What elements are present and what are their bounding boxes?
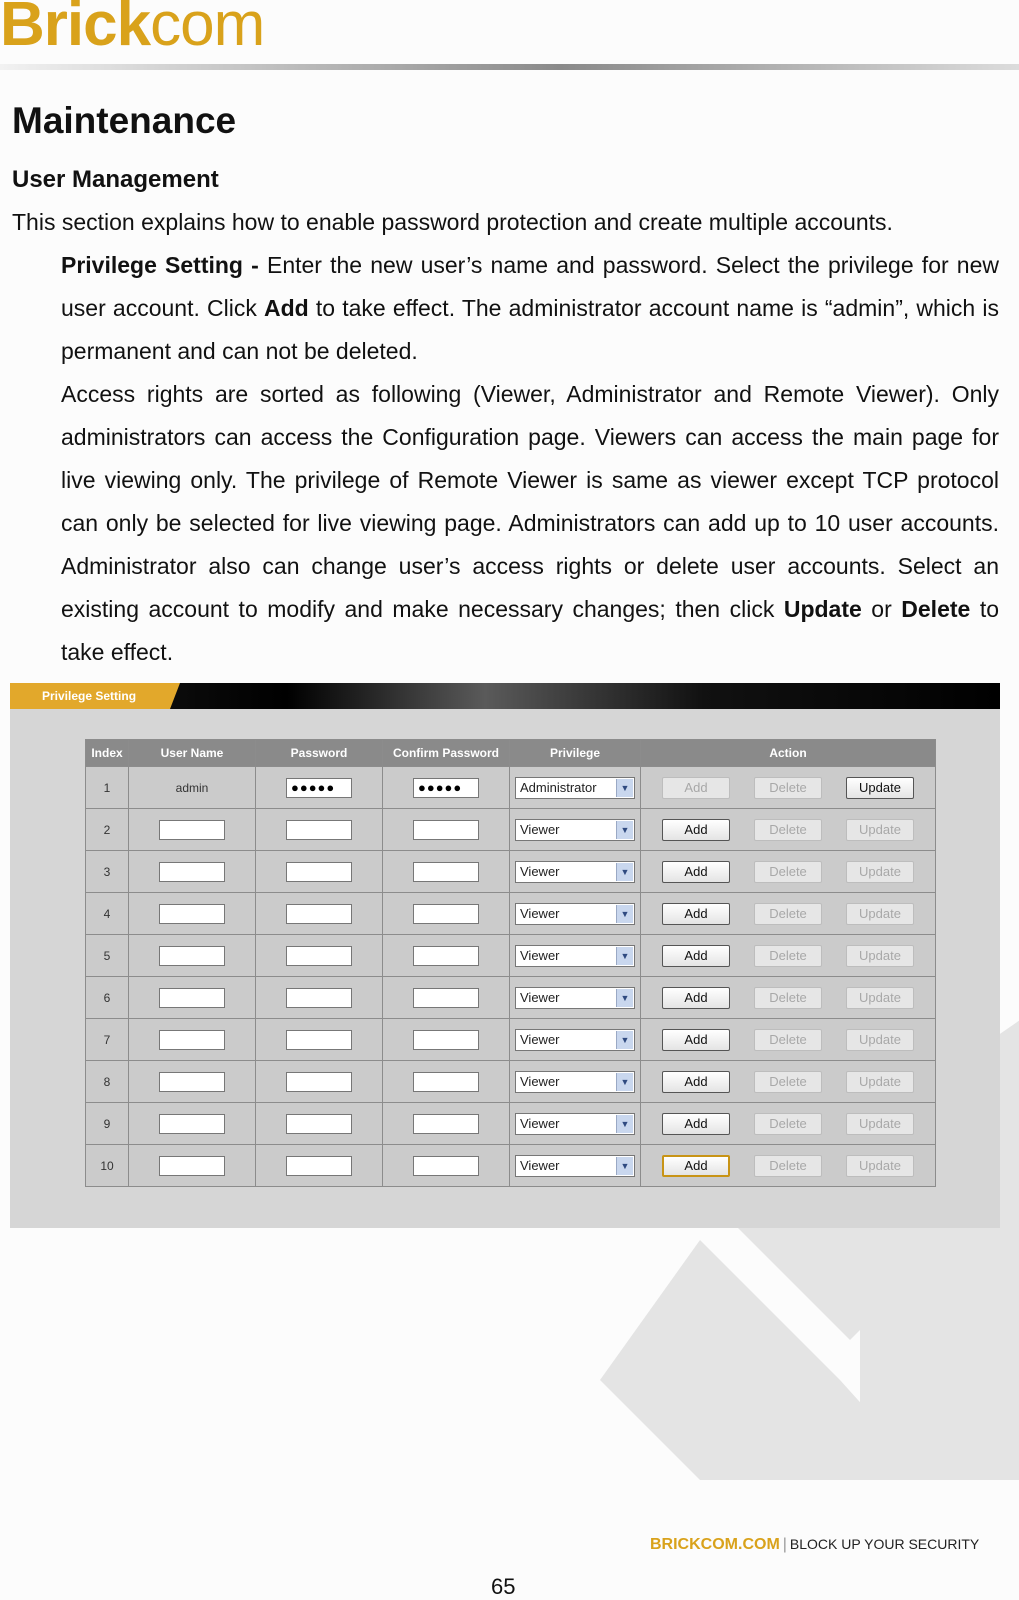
update-button[interactable]: Update xyxy=(846,945,914,967)
action-cell xyxy=(641,851,936,893)
table-row xyxy=(86,893,936,935)
update-button[interactable]: Update xyxy=(846,1029,914,1051)
password-cell xyxy=(256,977,383,1019)
update-button[interactable]: Update xyxy=(846,819,914,841)
update-button[interactable]: Update xyxy=(846,861,914,883)
add-button[interactable]: Add xyxy=(662,1029,730,1051)
row-index: 4 xyxy=(86,893,129,935)
confirm-password-cell xyxy=(383,1145,510,1187)
row-index: 3 xyxy=(86,851,129,893)
brickcom-logo xyxy=(0,0,264,60)
privilege-paragraph: Privilege Setting - Enter the new user’s name and password. Select the privilege for new user account. Click Add to take effect. The administrator account name is “admin”, which is permanent and can not be deleted. xyxy=(61,252,999,364)
user-name-cell xyxy=(129,1145,256,1187)
confirm-password-input[interactable]: ●●●●● xyxy=(413,778,479,798)
action-cell xyxy=(641,1145,936,1187)
add-button[interactable]: Add xyxy=(662,1071,730,1093)
password-cell xyxy=(256,1103,383,1145)
privilege-select[interactable] xyxy=(515,1155,635,1177)
confirm-password-input[interactable] xyxy=(413,1156,479,1176)
add-button[interactable]: Add xyxy=(662,777,730,799)
update-button[interactable]: Update xyxy=(846,903,914,925)
table-row xyxy=(86,1145,936,1187)
table-row xyxy=(86,1103,936,1145)
privilege-value: Viewer xyxy=(520,1157,560,1173)
action-cell xyxy=(641,935,936,977)
description xyxy=(61,244,999,674)
password-cell xyxy=(256,935,383,977)
password-input[interactable] xyxy=(286,1156,352,1176)
add-button[interactable]: Add xyxy=(662,903,730,925)
header-user-name: User Name xyxy=(129,740,256,767)
section-title: User Management xyxy=(12,166,219,193)
delete-button[interactable]: Delete xyxy=(754,1155,822,1177)
password-input[interactable] xyxy=(286,1114,352,1134)
privilege-value: Viewer xyxy=(520,863,560,879)
privilege-cell xyxy=(510,851,641,893)
update-button[interactable]: Update xyxy=(846,777,914,799)
password-input[interactable]: ●●●●● xyxy=(286,778,352,798)
table-row xyxy=(86,935,936,977)
password-input[interactable] xyxy=(286,904,352,924)
chevron-down-icon[interactable]: ▼ xyxy=(616,1115,633,1133)
privilege-cell xyxy=(510,1019,641,1061)
confirm-password-cell xyxy=(383,1061,510,1103)
add-button[interactable]: Add xyxy=(662,1113,730,1135)
privilege-cell xyxy=(510,767,641,809)
password-cell xyxy=(256,1145,383,1187)
user-name-input[interactable] xyxy=(159,1114,225,1134)
confirm-password-input[interactable] xyxy=(413,820,479,840)
user-name-cell xyxy=(129,767,256,809)
confirm-password-input[interactable] xyxy=(413,988,479,1008)
confirm-password-input[interactable] xyxy=(413,1114,479,1134)
privilege-value: Viewer xyxy=(520,1073,560,1089)
footer-brand: BRICKCOM.COM | BLOCK UP YOUR SECURITY xyxy=(650,1536,980,1553)
user-name-text: admin xyxy=(175,780,209,795)
privilege-select[interactable] xyxy=(515,945,635,967)
privilege-cell xyxy=(510,977,641,1019)
delete-button[interactable]: Delete xyxy=(754,819,822,841)
password-cell xyxy=(256,851,383,893)
table-row xyxy=(86,809,936,851)
privilege-value: Administrator xyxy=(520,779,597,795)
update-button[interactable]: Update xyxy=(846,987,914,1009)
password-input[interactable] xyxy=(286,946,352,966)
user-name-cell xyxy=(129,809,256,851)
user-name-input[interactable] xyxy=(159,1156,225,1176)
chevron-down-icon[interactable]: ▼ xyxy=(616,863,633,881)
privilege-table xyxy=(85,739,936,1187)
row-index: 9 xyxy=(86,1103,129,1145)
user-name-cell xyxy=(129,1061,256,1103)
privilege-value: Viewer xyxy=(520,1031,560,1047)
row-index: 2 xyxy=(86,809,129,851)
confirm-password-cell xyxy=(383,1019,510,1061)
user-name-cell xyxy=(129,1019,256,1061)
user-name-cell xyxy=(129,1103,256,1145)
row-index: 1 xyxy=(86,767,129,809)
password-input[interactable] xyxy=(286,862,352,882)
table-row xyxy=(86,851,936,893)
logo-brick: Brick xyxy=(0,0,151,59)
table-row xyxy=(86,1061,936,1103)
header-privilege: Privilege xyxy=(510,740,641,767)
privilege-select[interactable] xyxy=(515,861,635,883)
privilege-select[interactable] xyxy=(515,903,635,925)
action-cell xyxy=(641,809,936,851)
row-index: 5 xyxy=(86,935,129,977)
privilege-cell xyxy=(510,1145,641,1187)
user-name-cell xyxy=(129,935,256,977)
update-button[interactable]: Update xyxy=(846,1071,914,1093)
user-name-input[interactable] xyxy=(159,862,225,882)
privilege-rows xyxy=(86,767,936,1187)
password-cell xyxy=(256,809,383,851)
confirm-password-input[interactable] xyxy=(413,904,479,924)
confirm-password-cell xyxy=(383,977,510,1019)
delete-button[interactable]: Delete xyxy=(754,1029,822,1051)
chevron-down-icon[interactable]: ▼ xyxy=(616,1157,633,1175)
privilege-value: Viewer xyxy=(520,947,560,963)
user-name-cell xyxy=(129,893,256,935)
privilege-cell xyxy=(510,809,641,851)
delete-button[interactable]: Delete xyxy=(754,861,822,883)
delete-button[interactable]: Delete xyxy=(754,1113,822,1135)
password-cell xyxy=(256,1019,383,1061)
intro-text: This section explains how to enable password protection and create multiple accounts. xyxy=(12,209,893,235)
privilege-select[interactable] xyxy=(515,1029,635,1051)
add-button[interactable]: Add xyxy=(662,819,730,841)
confirm-password-cell xyxy=(383,893,510,935)
user-name-cell xyxy=(129,851,256,893)
row-index: 6 xyxy=(86,977,129,1019)
header-confirm-password: Confirm Password xyxy=(383,740,510,767)
privilege-cell xyxy=(510,893,641,935)
confirm-password-input[interactable] xyxy=(413,1030,479,1050)
add-button[interactable]: Add xyxy=(662,945,730,967)
action-cell xyxy=(641,1019,936,1061)
action-cell xyxy=(641,767,936,809)
user-name-input[interactable] xyxy=(159,1030,225,1050)
confirm-password-input[interactable] xyxy=(413,1072,479,1092)
confirm-password-cell xyxy=(383,809,510,851)
row-index: 10 xyxy=(86,1145,129,1187)
table-row xyxy=(86,977,936,1019)
password-cell xyxy=(256,893,383,935)
privilege-cell xyxy=(510,1061,641,1103)
password-input[interactable] xyxy=(286,820,352,840)
action-cell xyxy=(641,893,936,935)
header-divider xyxy=(0,64,1019,70)
chevron-down-icon[interactable]: ▼ xyxy=(616,1073,633,1091)
page-title: Maintenance xyxy=(12,100,237,141)
confirm-password-cell xyxy=(383,1103,510,1145)
delete-button[interactable]: Delete xyxy=(754,945,822,967)
user-name-input[interactable] xyxy=(159,904,225,924)
password-cell xyxy=(256,767,383,809)
privilege-value: Viewer xyxy=(520,821,560,837)
add-button[interactable]: Add xyxy=(662,1155,730,1177)
panel-tab-privilege-setting[interactable]: Privilege Setting xyxy=(10,683,170,709)
chevron-down-icon[interactable]: ▼ xyxy=(616,821,633,839)
update-button[interactable]: Update xyxy=(846,1113,914,1135)
privilege-setting-panel xyxy=(10,683,1000,1228)
table-row xyxy=(86,1019,936,1061)
confirm-password-input[interactable] xyxy=(413,946,479,966)
privilege-cell xyxy=(510,935,641,977)
action-cell xyxy=(641,1103,936,1145)
privilege-select[interactable] xyxy=(515,1071,635,1093)
header-index: Index xyxy=(86,740,129,767)
action-cell xyxy=(641,1061,936,1103)
chevron-down-icon[interactable]: ▼ xyxy=(616,1031,633,1049)
delete-button[interactable]: Delete xyxy=(754,1071,822,1093)
privilege-cell xyxy=(510,1103,641,1145)
confirm-password-cell xyxy=(383,767,510,809)
row-index: 8 xyxy=(86,1061,129,1103)
confirm-password-input[interactable] xyxy=(413,862,479,882)
password-cell xyxy=(256,1061,383,1103)
confirm-password-cell xyxy=(383,851,510,893)
user-name-input[interactable] xyxy=(159,1072,225,1092)
logo-com: com xyxy=(150,0,265,59)
confirm-password-cell xyxy=(383,935,510,977)
password-input[interactable] xyxy=(286,988,352,1008)
panel-tab-edge xyxy=(170,683,180,709)
privilege-value: Viewer xyxy=(520,989,560,1005)
user-name-input[interactable] xyxy=(159,820,225,840)
chevron-down-icon[interactable]: ▼ xyxy=(616,905,633,923)
user-name-input[interactable] xyxy=(159,946,225,966)
delete-button[interactable]: Delete xyxy=(754,777,822,799)
header-action: Action xyxy=(641,740,936,767)
row-index: 7 xyxy=(86,1019,129,1061)
page-header xyxy=(0,0,1019,72)
privilege-select[interactable] xyxy=(515,1113,635,1135)
update-button[interactable]: Update xyxy=(846,1155,914,1177)
privilege-value: Viewer xyxy=(520,905,560,921)
privilege-select[interactable] xyxy=(515,819,635,841)
header-password: Password xyxy=(256,740,383,767)
privilege-value: Viewer xyxy=(520,1115,560,1131)
chevron-down-icon[interactable]: ▼ xyxy=(616,989,633,1007)
password-input[interactable] xyxy=(286,1030,352,1050)
user-name-cell xyxy=(129,977,256,1019)
password-input[interactable] xyxy=(286,1072,352,1092)
privilege-select[interactable] xyxy=(515,987,635,1009)
access-rights-paragraph: Access rights are sorted as following (Viewer, Administrator and Remote Viewer). Only administrators can access the Configuration page. Viewers can access the main page for live viewing only. The privilege of Remote Viewer is same as viewer except TCP protocol can only be selected for live viewing page. Administrators can add up to 10 user accounts. Administrator also can change user’s access rights or delete user accounts. Select an existing account to modify and make necessary changes; then click Update or Delete to take effect. xyxy=(61,381,1000,665)
privilege-select[interactable] xyxy=(515,777,635,799)
user-name-input[interactable] xyxy=(159,988,225,1008)
add-button[interactable]: Add xyxy=(662,861,730,883)
add-button[interactable]: Add xyxy=(662,987,730,1009)
page-number: 65 xyxy=(491,1574,516,1599)
chevron-down-icon[interactable]: ▼ xyxy=(616,947,633,965)
action-cell xyxy=(641,977,936,1019)
table-row xyxy=(86,767,936,809)
chevron-down-icon[interactable]: ▼ xyxy=(616,779,633,797)
delete-button[interactable]: Delete xyxy=(754,987,822,1009)
delete-button[interactable]: Delete xyxy=(754,903,822,925)
